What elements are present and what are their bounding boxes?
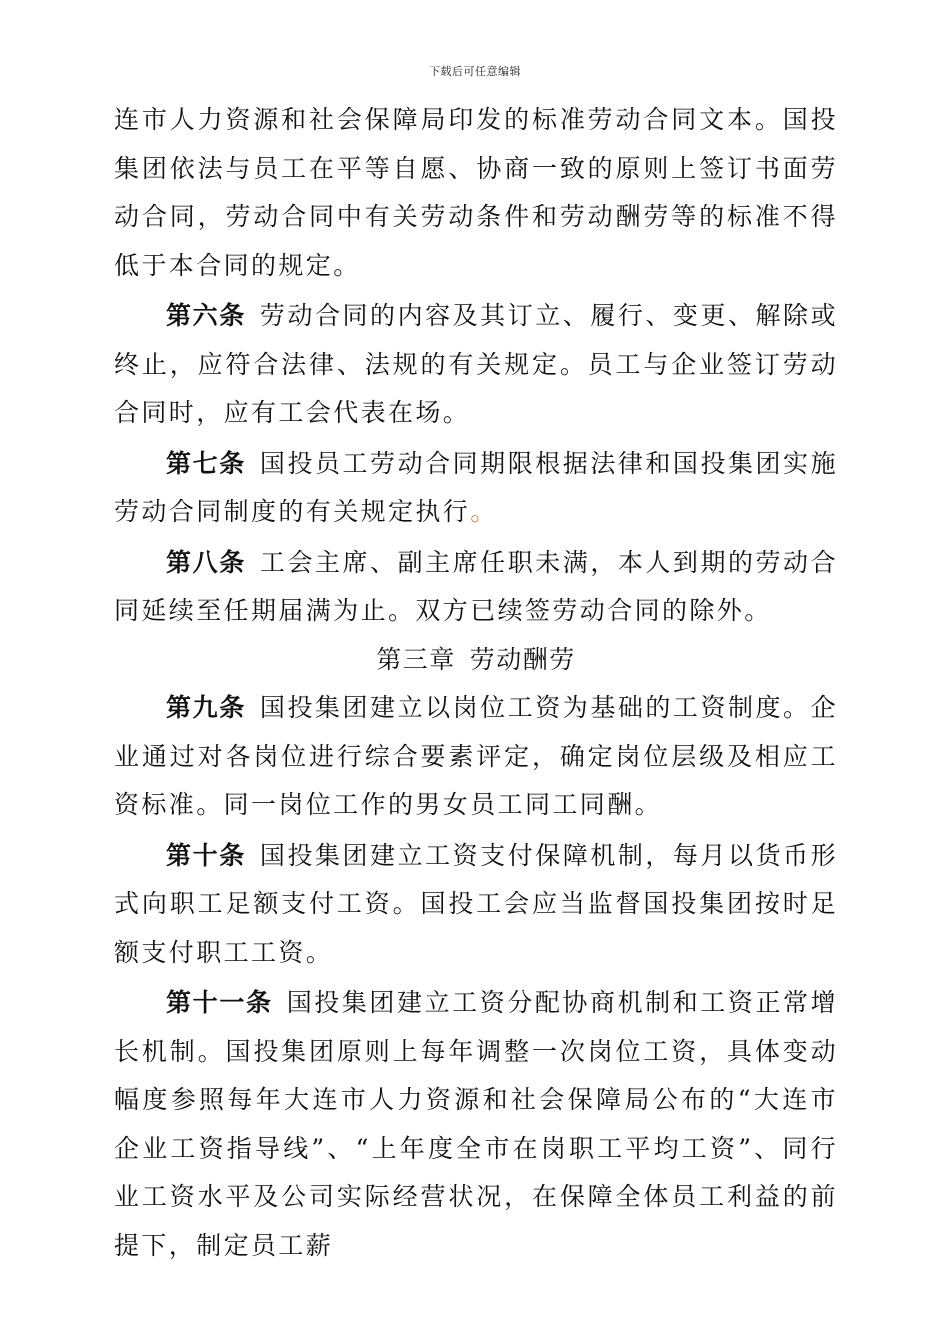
- article-8: [114, 539, 838, 636]
- article-7-end-mark: 。: [470, 497, 498, 526]
- article-7: [114, 440, 838, 537]
- article-9-text: 国投集团建立以岗位工资为基础的工资制度。企业通过对各岗位进行综合要素评定，确定岗位层级及相应工资标准。同一岗位工作的男女员工同工同酬。: [114, 693, 838, 819]
- article-9: [114, 684, 838, 830]
- article-10-label: 第十条: [166, 840, 246, 870]
- chapter-number: 第三章: [376, 644, 456, 674]
- article-8-label: 第八条: [166, 547, 246, 577]
- article-8-text: 工会主席、副主席任职未满，本人到期的劳动合同延续至任期届满为止。双方已续签劳动合同的除外。: [114, 547, 838, 625]
- article-6-text: 劳动合同的内容及其订立、履行、变更、解除或终止，应符合法律、法规的有关规定。员工与企业签订劳动合同时，应有工会代表在场。: [114, 301, 838, 427]
- article-10-text: 国投集团建立工资支付保障机制，每月以货币形式向职工足额支付工资。国投工会应当监督国投集团按时足额支付职工工资。: [114, 840, 838, 967]
- article-11-text: 国投集团建立工资分配协商机制和工资正常增长机制。国投集团原则上每年调整一次岗位工资，具体变动幅度参照每年大连市人力资源和社会保障局公布的“大连市企业工资指导线”、“上年度全市在岗职工平均工资”、同行业工资水平及公司实际经营状况，在保障全体员工利益的前提下，制定员工薪: [114, 988, 838, 1260]
- chapter-heading: [114, 636, 838, 685]
- article-9-label: 第九条: [166, 693, 246, 722]
- article-7-label: 第七条: [166, 448, 246, 478]
- document-body: [114, 96, 838, 1270]
- article-10: [114, 832, 838, 978]
- article-6-label: 第六条: [166, 301, 246, 330]
- article-7-text: 国投员工劳动合同期限根据法律和国投集团实施劳动合同制度的有关规定执行: [114, 448, 838, 526]
- chapter-title: 劳动酬劳: [469, 644, 576, 674]
- article-11-label: 第十一条: [166, 988, 273, 1017]
- article-11: [114, 979, 838, 1270]
- paragraph-continued: 连市人力资源和社会保障局印发的标准劳动合同文本。国投集团依法与员工在平等自愿、协商一致的原则上签订书面劳动合同，劳动合同中有关劳动条件和劳动酬劳等的标准不得低于本合同的规定。: [114, 105, 838, 280]
- article-6: [114, 292, 838, 438]
- page-header: 下载后可任意编辑: [429, 65, 521, 78]
